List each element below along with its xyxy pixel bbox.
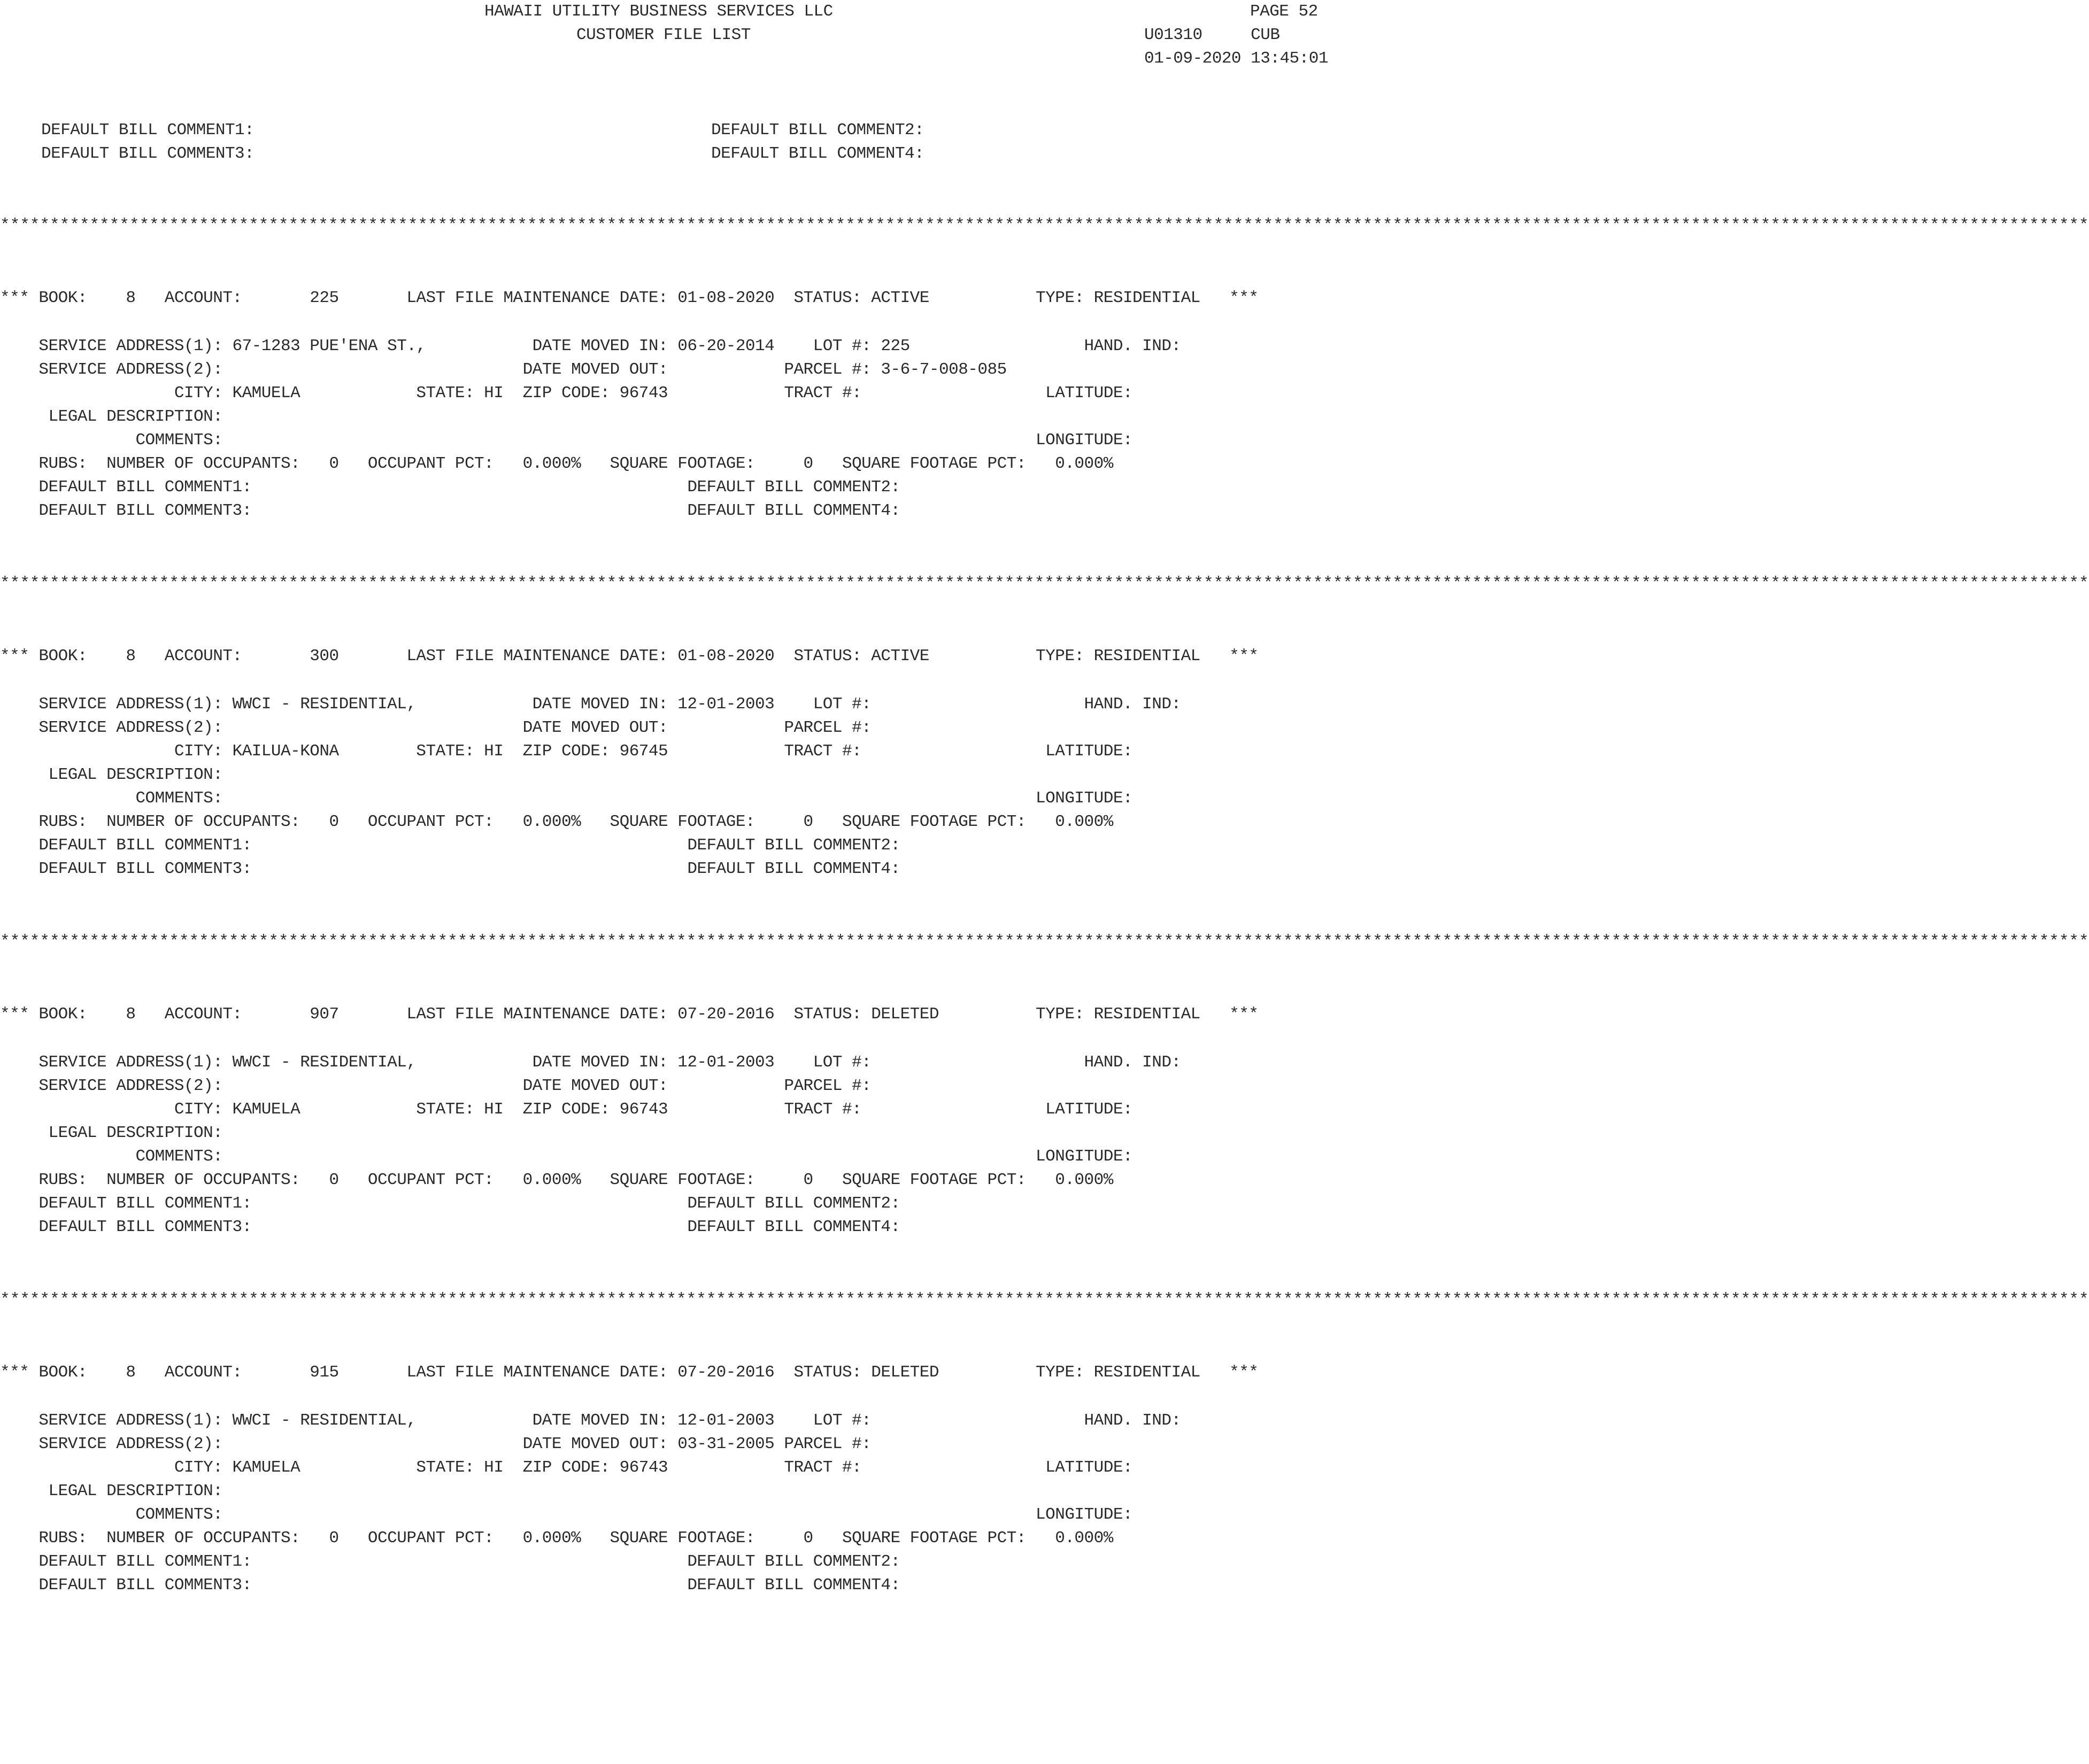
record-line-address1: SERVICE ADDRESS(1): WWCI - RESIDENTIAL, DATE MOVED IN: 12-01-2003 LOT #: HAND. IND:	[0, 1411, 1181, 1430]
report-timestamp: 01-09-2020 13:45:01	[1144, 49, 1328, 68]
record-line-comment12: DEFAULT BILL COMMENT1: DEFAULT BILL COMMENT2:	[0, 836, 900, 855]
record-line-comment12: DEFAULT BILL COMMENT1: DEFAULT BILL COMMENT2:	[0, 478, 900, 497]
record-line-address1: SERVICE ADDRESS(1): 67-1283 PUE'ENA ST., DATE MOVED IN: 06-20-2014 LOT #: 225 HAND. IND:	[0, 337, 1181, 355]
record-heading: *** BOOK: 8 ACCOUNT: 225 LAST FILE MAINTENANCE DATE: 01-08-2020 STATUS: ACTIVE TYPE: RESIDENTIAL ***	[0, 289, 1259, 307]
record-line-comment34: DEFAULT BILL COMMENT3: DEFAULT BILL COMMENT4:	[0, 860, 900, 878]
record-line-rubs: RUBS: NUMBER OF OCCUPANTS: 0 OCCUPANT PCT: 0.000% SQUARE FOOTAGE: 0 SQUARE FOOTAGE PCT: 0.000%	[0, 454, 1113, 473]
top-comment1: DEFAULT BILL COMMENT1:	[41, 121, 255, 140]
page-number: PAGE 52	[1250, 2, 1318, 21]
record-line-rubs: RUBS: NUMBER OF OCCUPANTS: 0 OCCUPANT PCT: 0.000% SQUARE FOOTAGE: 0 SQUARE FOOTAGE PCT: 0.000%	[0, 1529, 1113, 1548]
separator-line: ******************************************************************************************************************************************************************************************************************	[0, 574, 2089, 593]
record-line-comments: COMMENTS: LONGITUDE:	[0, 431, 1133, 450]
separator-line: ******************************************************************************************************************************************************************************************************************	[0, 932, 2089, 951]
top-comment3: DEFAULT BILL COMMENT3:	[41, 144, 255, 163]
record-line-address1: SERVICE ADDRESS(1): WWCI - RESIDENTIAL, DATE MOVED IN: 12-01-2003 LOT #: HAND. IND:	[0, 695, 1181, 714]
record-line-legal: LEGAL DESCRIPTION:	[0, 1124, 223, 1142]
record-line-comment12: DEFAULT BILL COMMENT1: DEFAULT BILL COMMENT2:	[0, 1552, 900, 1571]
record-line-legal: LEGAL DESCRIPTION:	[0, 765, 223, 784]
record-heading: *** BOOK: 8 ACCOUNT: 907 LAST FILE MAINTENANCE DATE: 07-20-2016 STATUS: DELETED TYPE: RESIDENTIAL ***	[0, 1005, 1259, 1024]
separator-line: ******************************************************************************************************************************************************************************************************************	[0, 216, 2089, 235]
record-line-comment34: DEFAULT BILL COMMENT3: DEFAULT BILL COMMENT4:	[0, 501, 900, 520]
record-line-legal: LEGAL DESCRIPTION:	[0, 1482, 223, 1500]
record-line-comments: COMMENTS: LONGITUDE:	[0, 1147, 1133, 1166]
record-line-legal: LEGAL DESCRIPTION:	[0, 407, 223, 426]
record-line-city: CITY: KAMUELA STATE: HI ZIP CODE: 96743 TRACT #: LATITUDE:	[0, 1100, 1133, 1119]
record-line-city: CITY: KAMUELA STATE: HI ZIP CODE: 96743 TRACT #: LATITUDE:	[0, 384, 1133, 403]
record-line-address2: SERVICE ADDRESS(2): DATE MOVED OUT: PARCEL #:	[0, 718, 872, 737]
record-line-address2: SERVICE ADDRESS(2): DATE MOVED OUT: PARCEL #:	[0, 1077, 872, 1095]
record-line-address2: SERVICE ADDRESS(2): DATE MOVED OUT: PARCEL #: 3-6-7-008-085	[0, 360, 1007, 379]
record-line-city: CITY: KAMUELA STATE: HI ZIP CODE: 96743 TRACT #: LATITUDE:	[0, 1458, 1133, 1477]
record-line-comment34: DEFAULT BILL COMMENT3: DEFAULT BILL COMMENT4:	[0, 1218, 900, 1236]
record-line-city: CITY: KAILUA-KONA STATE: HI ZIP CODE: 96745 TRACT #: LATITUDE:	[0, 742, 1133, 761]
record-line-comments: COMMENTS: LONGITUDE:	[0, 1505, 1133, 1524]
report-id: U01310 CUB	[1144, 26, 1280, 44]
report-title: CUSTOMER FILE LIST	[576, 26, 751, 44]
record-line-comment34: DEFAULT BILL COMMENT3: DEFAULT BILL COMMENT4:	[0, 1576, 900, 1595]
record-line-comments: COMMENTS: LONGITUDE:	[0, 789, 1133, 808]
record-line-comment12: DEFAULT BILL COMMENT1: DEFAULT BILL COMMENT2:	[0, 1194, 900, 1213]
record-line-rubs: RUBS: NUMBER OF OCCUPANTS: 0 OCCUPANT PCT: 0.000% SQUARE FOOTAGE: 0 SQUARE FOOTAGE PCT: 0.000%	[0, 1171, 1113, 1189]
company-name: HAWAII UTILITY BUSINESS SERVICES LLC	[484, 2, 833, 21]
top-comment2: DEFAULT BILL COMMENT2:	[711, 121, 924, 140]
separator-line: ******************************************************************************************************************************************************************************************************************	[0, 1290, 2089, 1309]
top-comment4: DEFAULT BILL COMMENT4:	[711, 144, 924, 163]
record-heading: *** BOOK: 8 ACCOUNT: 915 LAST FILE MAINTENANCE DATE: 07-20-2016 STATUS: DELETED TYPE: RESIDENTIAL ***	[0, 1363, 1259, 1382]
record-line-address2: SERVICE ADDRESS(2): DATE MOVED OUT: 03-31-2005 PARCEL #:	[0, 1435, 872, 1453]
record-line-address1: SERVICE ADDRESS(1): WWCI - RESIDENTIAL, DATE MOVED IN: 12-01-2003 LOT #: HAND. IND:	[0, 1053, 1181, 1072]
record-line-rubs: RUBS: NUMBER OF OCCUPANTS: 0 OCCUPANT PCT: 0.000% SQUARE FOOTAGE: 0 SQUARE FOOTAGE PCT: 0.000%	[0, 813, 1113, 831]
record-heading: *** BOOK: 8 ACCOUNT: 300 LAST FILE MAINTENANCE DATE: 01-08-2020 STATUS: ACTIVE TYPE: RESIDENTIAL ***	[0, 647, 1259, 666]
